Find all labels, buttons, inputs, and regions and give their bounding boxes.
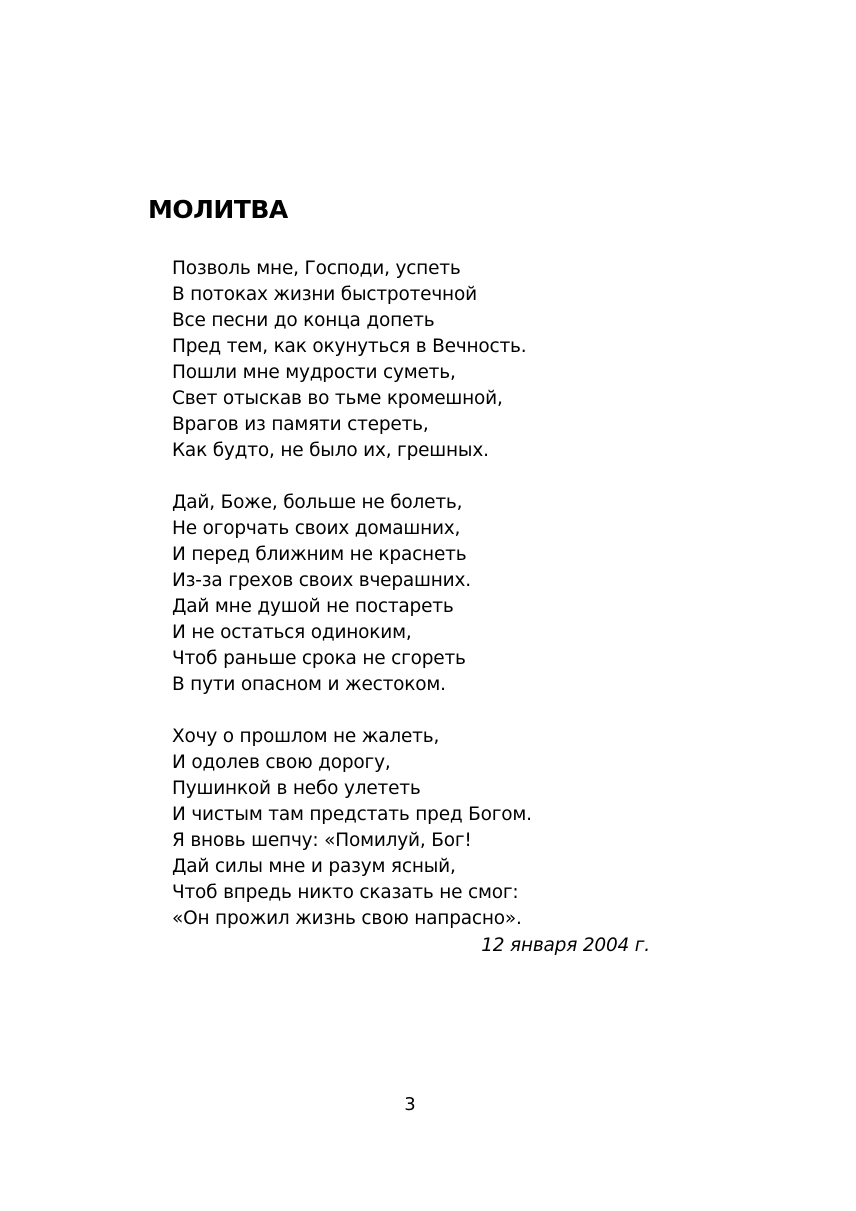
poem-line: Пушинкой в небо улететь: [172, 778, 421, 799]
poem-line: Пошли мне мудрости суметь,: [172, 362, 456, 383]
poem-line: Дай силы мне и разум ясный,: [172, 856, 456, 877]
poem-line: И чистым там предстать пред Богом.: [172, 804, 532, 825]
poem-line: Все песни до конца допеть: [172, 310, 435, 331]
poem-line: И перед ближним не краснеть: [172, 544, 467, 565]
stanza-3: [172, 724, 692, 932]
poem-line: «Он прожил жизнь свою напрасно».: [172, 908, 522, 929]
page-number: 3: [404, 1094, 416, 1115]
poem-line: Хочу о прошлом не жалеть,: [172, 726, 440, 747]
poem-line: В потоках жизни быстротечной: [172, 284, 477, 305]
poem-title: МОЛИТВА: [148, 195, 288, 224]
poem-line: Чтоб раньше срока не сгореть: [172, 648, 466, 669]
poem-body: [172, 256, 692, 958]
poem-line: В пути опасном и жестоком.: [172, 674, 446, 695]
poem-line: Чтоб впредь никто сказать не смог:: [172, 882, 519, 903]
poem-line: Как будто, не было их, грешных.: [172, 440, 489, 461]
poem-line: Из-за грехов своих вчерашних.: [172, 570, 471, 591]
poem-line: Свет отыскав во тьме кромешной,: [172, 388, 503, 409]
poem-line: Не огорчать своих домашних,: [172, 518, 461, 539]
poem-line: Дай, Боже, больше не болеть,: [172, 492, 463, 513]
poem-line: Дай мне душой не постареть: [172, 596, 454, 617]
stanza-1: [172, 256, 692, 464]
poem-line: Я вновь шепчу: «Помилуй, Бог!: [172, 830, 472, 851]
poem-line: Пред тем, как окунуться в Вечность.: [172, 336, 527, 357]
poem-line: И не остаться одиноким,: [172, 622, 412, 643]
poem-line: Позволь мне, Господи, успеть: [172, 258, 461, 279]
poem-line: Врагов из памяти стереть,: [172, 414, 429, 435]
poem-date: 12 января 2004 г.: [481, 935, 650, 956]
poem-line: И одолев свою дорогу,: [172, 752, 391, 773]
stanza-2: [172, 490, 692, 698]
